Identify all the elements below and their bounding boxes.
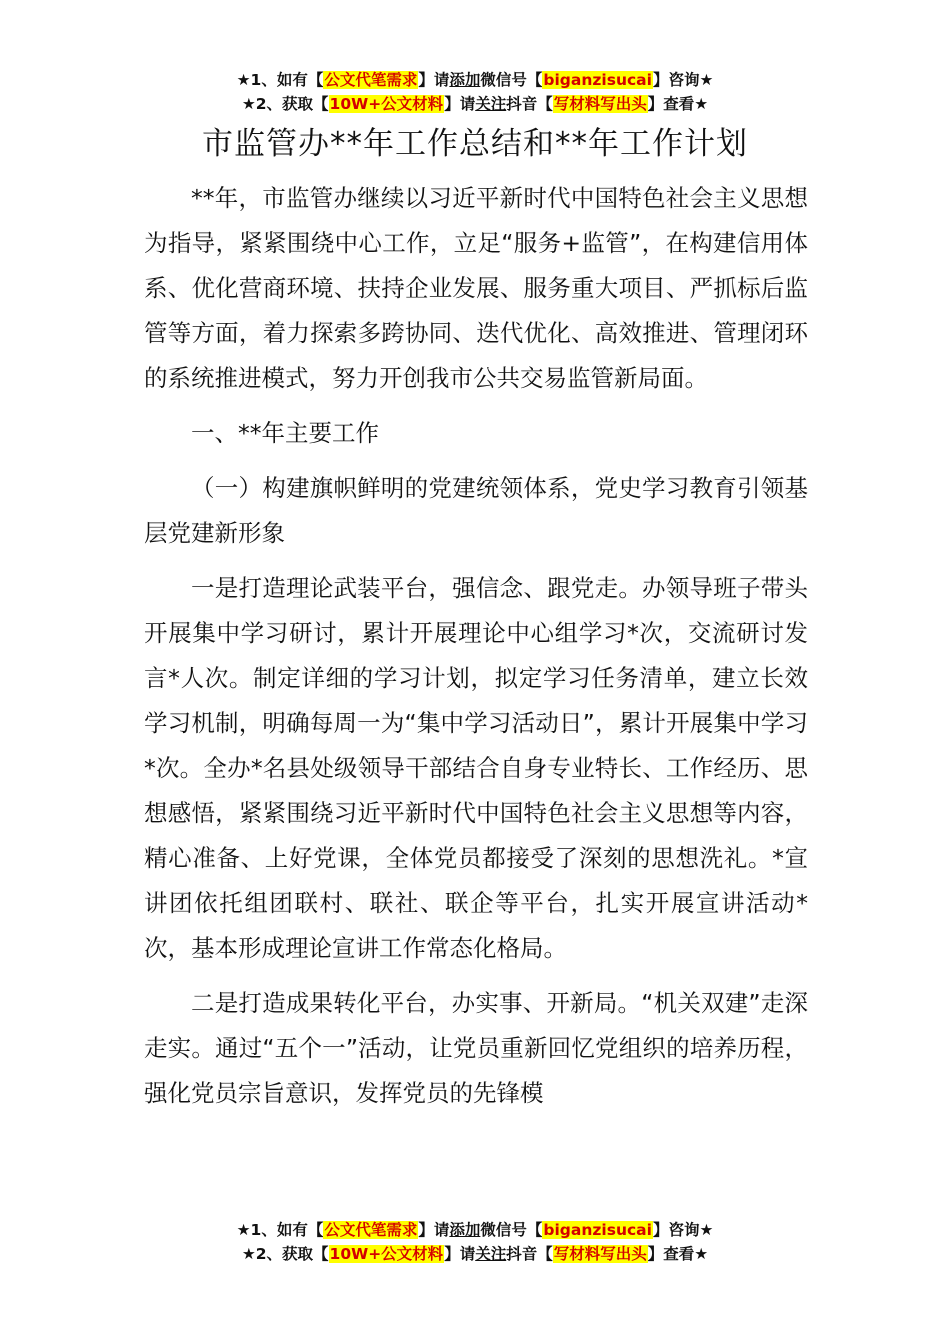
promo-line-1 [0,68,950,92]
promo-text: 】请 [444,95,476,113]
promo-banner-bottom [0,1218,950,1266]
promo-text: 】请 [444,1245,476,1263]
promo-underlined-text: 关注 [475,95,507,113]
subsection-heading: （一）构建旗帜鲜明的党建统领体系，党史学习教育引领基层党建新形象 [144,474,808,547]
body-paragraph: 二是打造成果转化平台，办实事、开新局。“机关双建”走深走实。通过“五个一”活动，让党员重新回忆党组织的培养历程，强化党员宗旨意识，发挥党员的先锋模 [144,989,808,1107]
promo-text: 微信号【 [480,1221,543,1239]
promo-underlined-text: 关注 [475,1245,507,1263]
promo-text: 】咨询★ [652,71,714,89]
intro-paragraph: **年，市监管办继续以习近平新时代中国特色社会主义思想为指导，紧紧围绕中心工作，立足“服务+监管”，在构建信用体系、优化营商环境、扶持企业发展、服务重大项目、严抓标后监管等方面，着力探索多跨协同、迭代优化、高效推进、管理闭环的系统推进模式，努力开创我市公共交易监管新局面。 [144,184,808,392]
promo-highlight: 10W+公文材料 [329,1245,444,1263]
promo-text: ★2、获取【 [241,95,329,113]
promo-highlight: 公文代笔需求 [324,1221,418,1239]
promo-highlight-wechat-id: biganzisucai [543,1221,652,1239]
promo-text: ★1、如有【 [236,71,324,89]
promo-text: 】查看★ [647,1245,709,1263]
promo-text: 】查看★ [647,95,709,113]
document-title: 市监管办**年工作总结和**年工作计划 [202,126,748,162]
promo-highlight-wechat-id: biganzisucai [543,71,652,89]
promo-text: 抖音【 [506,95,553,113]
document-body [144,176,808,1116]
promo-line-1 [0,1218,950,1242]
promo-underlined-text: 添加 [449,71,481,89]
body-paragraph: 一是打造理论武装平台，强信念、跟党走。办领导班子带头开展集中学习研讨，累计开展理论中心组学习*次，交流研讨发言*人次。制定详细的学习计划，拟定学习任务清单，建立长效学习机制，明确每周一为“集中学习活动日”，累计开展集中学习*次。全办*名县处级领导干部结合自身专业特长、工作经历、思想感悟，紧紧围绕习近平新时代中国特色社会主义思想等内容，精心准备、上好党课，全体党员都接受了深刻的思想洗礼。*宣讲团依托组团联村、联社、联企等平台，扎实开展宣讲活动*次，基本形成理论宣讲工作常态化格局。 [144,574,808,962]
promo-text: 】咨询★ [652,1221,714,1239]
promo-line-2 [0,1242,950,1266]
promo-text: 微信号【 [480,71,543,89]
promo-text: ★1、如有【 [236,1221,324,1239]
promo-line-2 [0,92,950,116]
promo-highlight: 10W+公文材料 [329,95,444,113]
promo-text: 抖音【 [506,1245,553,1263]
promo-text: 】请 [418,71,450,89]
promo-highlight-douyin: 写材料写出头 [553,1245,647,1263]
promo-highlight-douyin: 写材料写出头 [553,95,647,113]
section-heading: 一、**年主要工作 [191,419,379,447]
promo-text: ★2、获取【 [241,1245,329,1263]
promo-text: 】请 [418,1221,450,1239]
promo-banner-top [0,68,950,116]
promo-highlight: 公文代笔需求 [324,71,418,89]
promo-underlined-text: 添加 [449,1221,481,1239]
